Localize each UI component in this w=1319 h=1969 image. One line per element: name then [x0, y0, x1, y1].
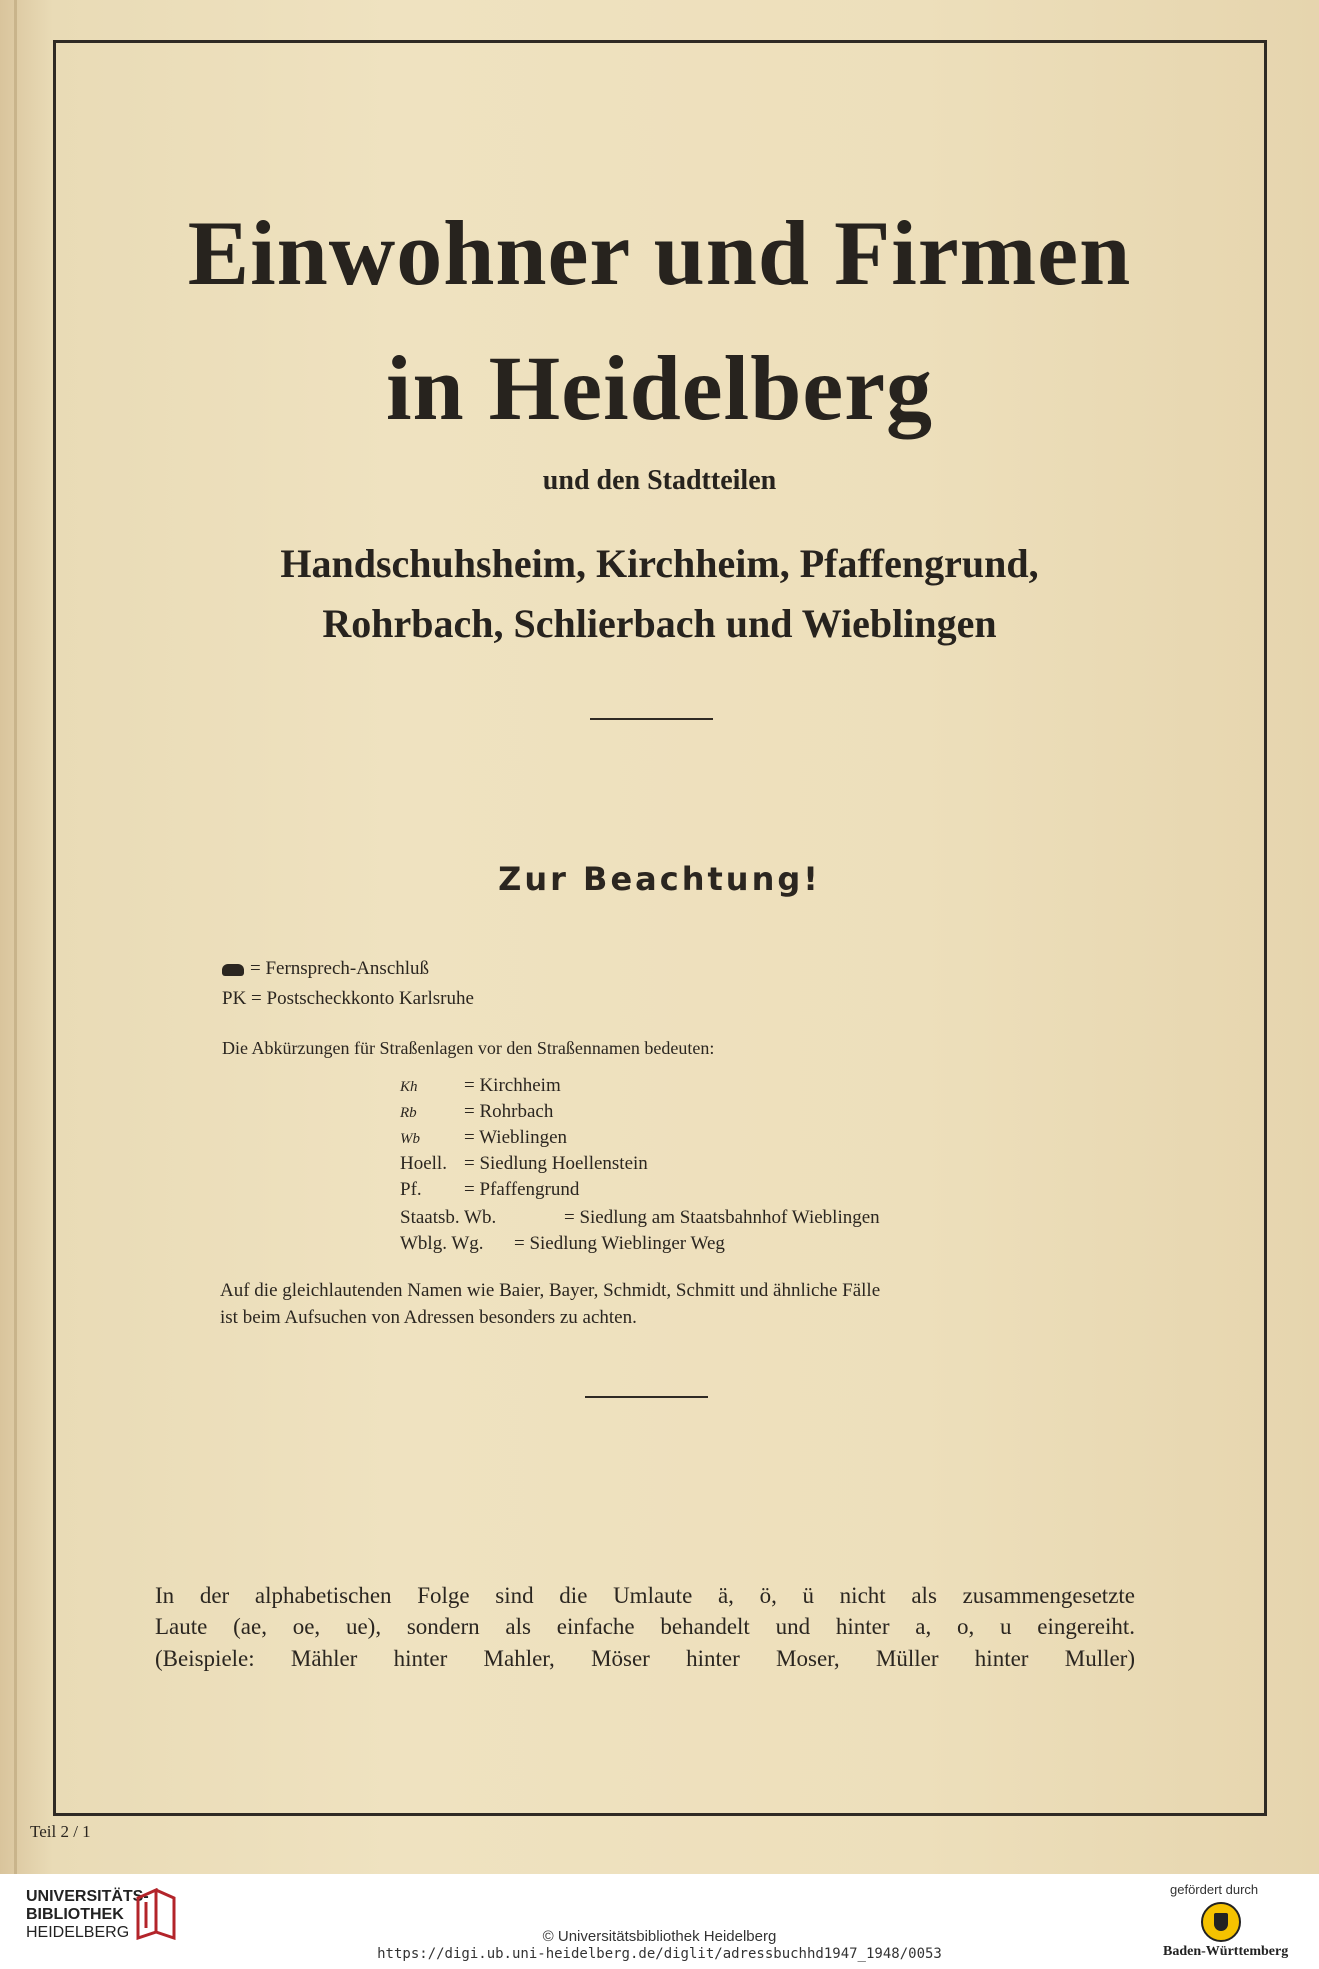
- abbreviation-row: [400, 1207, 880, 1229]
- copyright-text: © Universitätsbibliothek Heidelberg: [542, 1928, 777, 1945]
- state-coat-of-arms-icon: [1201, 1902, 1241, 1942]
- page-frame: [53, 40, 1267, 1816]
- abbreviation-row: [400, 1075, 561, 1097]
- abbreviation-key: Wb: [400, 1131, 420, 1147]
- library-line-2: BIBLIOTHEK: [26, 1906, 124, 1923]
- districts-line-1: Handschuhsheim, Kirchheim, Pfaffengrund,: [280, 541, 1039, 586]
- page-mark: Teil 2 / 1: [30, 1822, 91, 1841]
- abbreviation-value: = Pfaffengrund: [464, 1179, 580, 1200]
- names-note-line-2: ist beim Aufsuchen von Adressen besonders zu achten.: [220, 1307, 637, 1328]
- phone-legend-text: = Fernsprech-Anschluß: [250, 958, 430, 979]
- abbreviation-row: [400, 1153, 648, 1175]
- abbreviation-value: = Siedlung am Staatsbahnhof Wieblingen: [564, 1207, 880, 1228]
- abbreviation-key: Staatsb. Wb.: [400, 1207, 497, 1228]
- abbreviation-value: = Rohrbach: [464, 1101, 554, 1122]
- permalink-url[interactable]: https://digi.ub.uni-heidelberg.de/diglit/adressbuchhd1947_1948/0053: [377, 1946, 942, 1962]
- abbreviation-row: [400, 1127, 567, 1149]
- abbreviation-key: Kh: [400, 1079, 418, 1095]
- telephone-icon: [222, 964, 244, 976]
- abbreviation-value: = Siedlung Wieblinger Weg: [514, 1233, 725, 1254]
- title-line-1: Einwohner und Firmen: [187, 202, 1132, 304]
- abbreviation-row: [400, 1101, 553, 1123]
- abbrev-intro: Die Abkürzungen für Straßenlagen vor den Straßennamen bedeuten:: [222, 1038, 715, 1058]
- funded-by-label: gefördert durch: [1170, 1882, 1259, 1897]
- abbreviation-key: Pf.: [400, 1179, 422, 1200]
- abbreviation-value: = Siedlung Hoellenstein: [464, 1153, 648, 1174]
- title-line-2: in Heidelberg: [385, 337, 934, 439]
- library-line-3: HEIDELBERG: [26, 1924, 130, 1941]
- names-note-line-1: Auf die gleichlautenden Namen wie Baier, Bayer, Schmidt, Schmitt und ähnliche Fälle: [220, 1280, 881, 1301]
- divider-rule: [585, 1396, 708, 1398]
- library-line-1: UNIVERSITÄTS-: [26, 1888, 149, 1905]
- abbreviation-row: [400, 1179, 579, 1201]
- umlaut-line-1: In der alphabetischen Folge sind die Umlaute ä, ö, ü nicht als zusammengesetzte: [155, 1583, 1135, 1608]
- umlaut-line-3: (Beispiele: Mähler hinter Mahler, Möser hinter Moser, Müller hinter Muller): [155, 1646, 1135, 1671]
- abbreviation-value: = Wieblingen: [464, 1127, 567, 1148]
- notice-heading: Zur Beachtung!: [498, 860, 821, 898]
- abbreviation-key: Wblg. Wg.: [400, 1233, 484, 1254]
- divider-rule: [590, 718, 713, 720]
- abbreviation-value: = Kirchheim: [464, 1075, 561, 1096]
- districts-line-2: Rohrbach, Schlierbach und Wieblingen: [322, 601, 997, 646]
- funder-name: Baden-Württemberg: [1163, 1944, 1289, 1959]
- abbreviation-key: Rb: [400, 1105, 417, 1121]
- abbreviation-row: [400, 1233, 725, 1255]
- phone-legend: [222, 958, 429, 980]
- umlaut-line-2: Laute (ae, oe, ue), sondern als einfache behandelt und hinter a, o, u eingereiht.: [155, 1614, 1135, 1639]
- library-footer-bar: [0, 1874, 1319, 1969]
- abbreviation-key: Hoell.: [400, 1153, 447, 1174]
- pk-legend: PK = Postscheckkonto Karlsruhe: [222, 988, 474, 1009]
- subtitle: und den Stadtteilen: [542, 465, 777, 496]
